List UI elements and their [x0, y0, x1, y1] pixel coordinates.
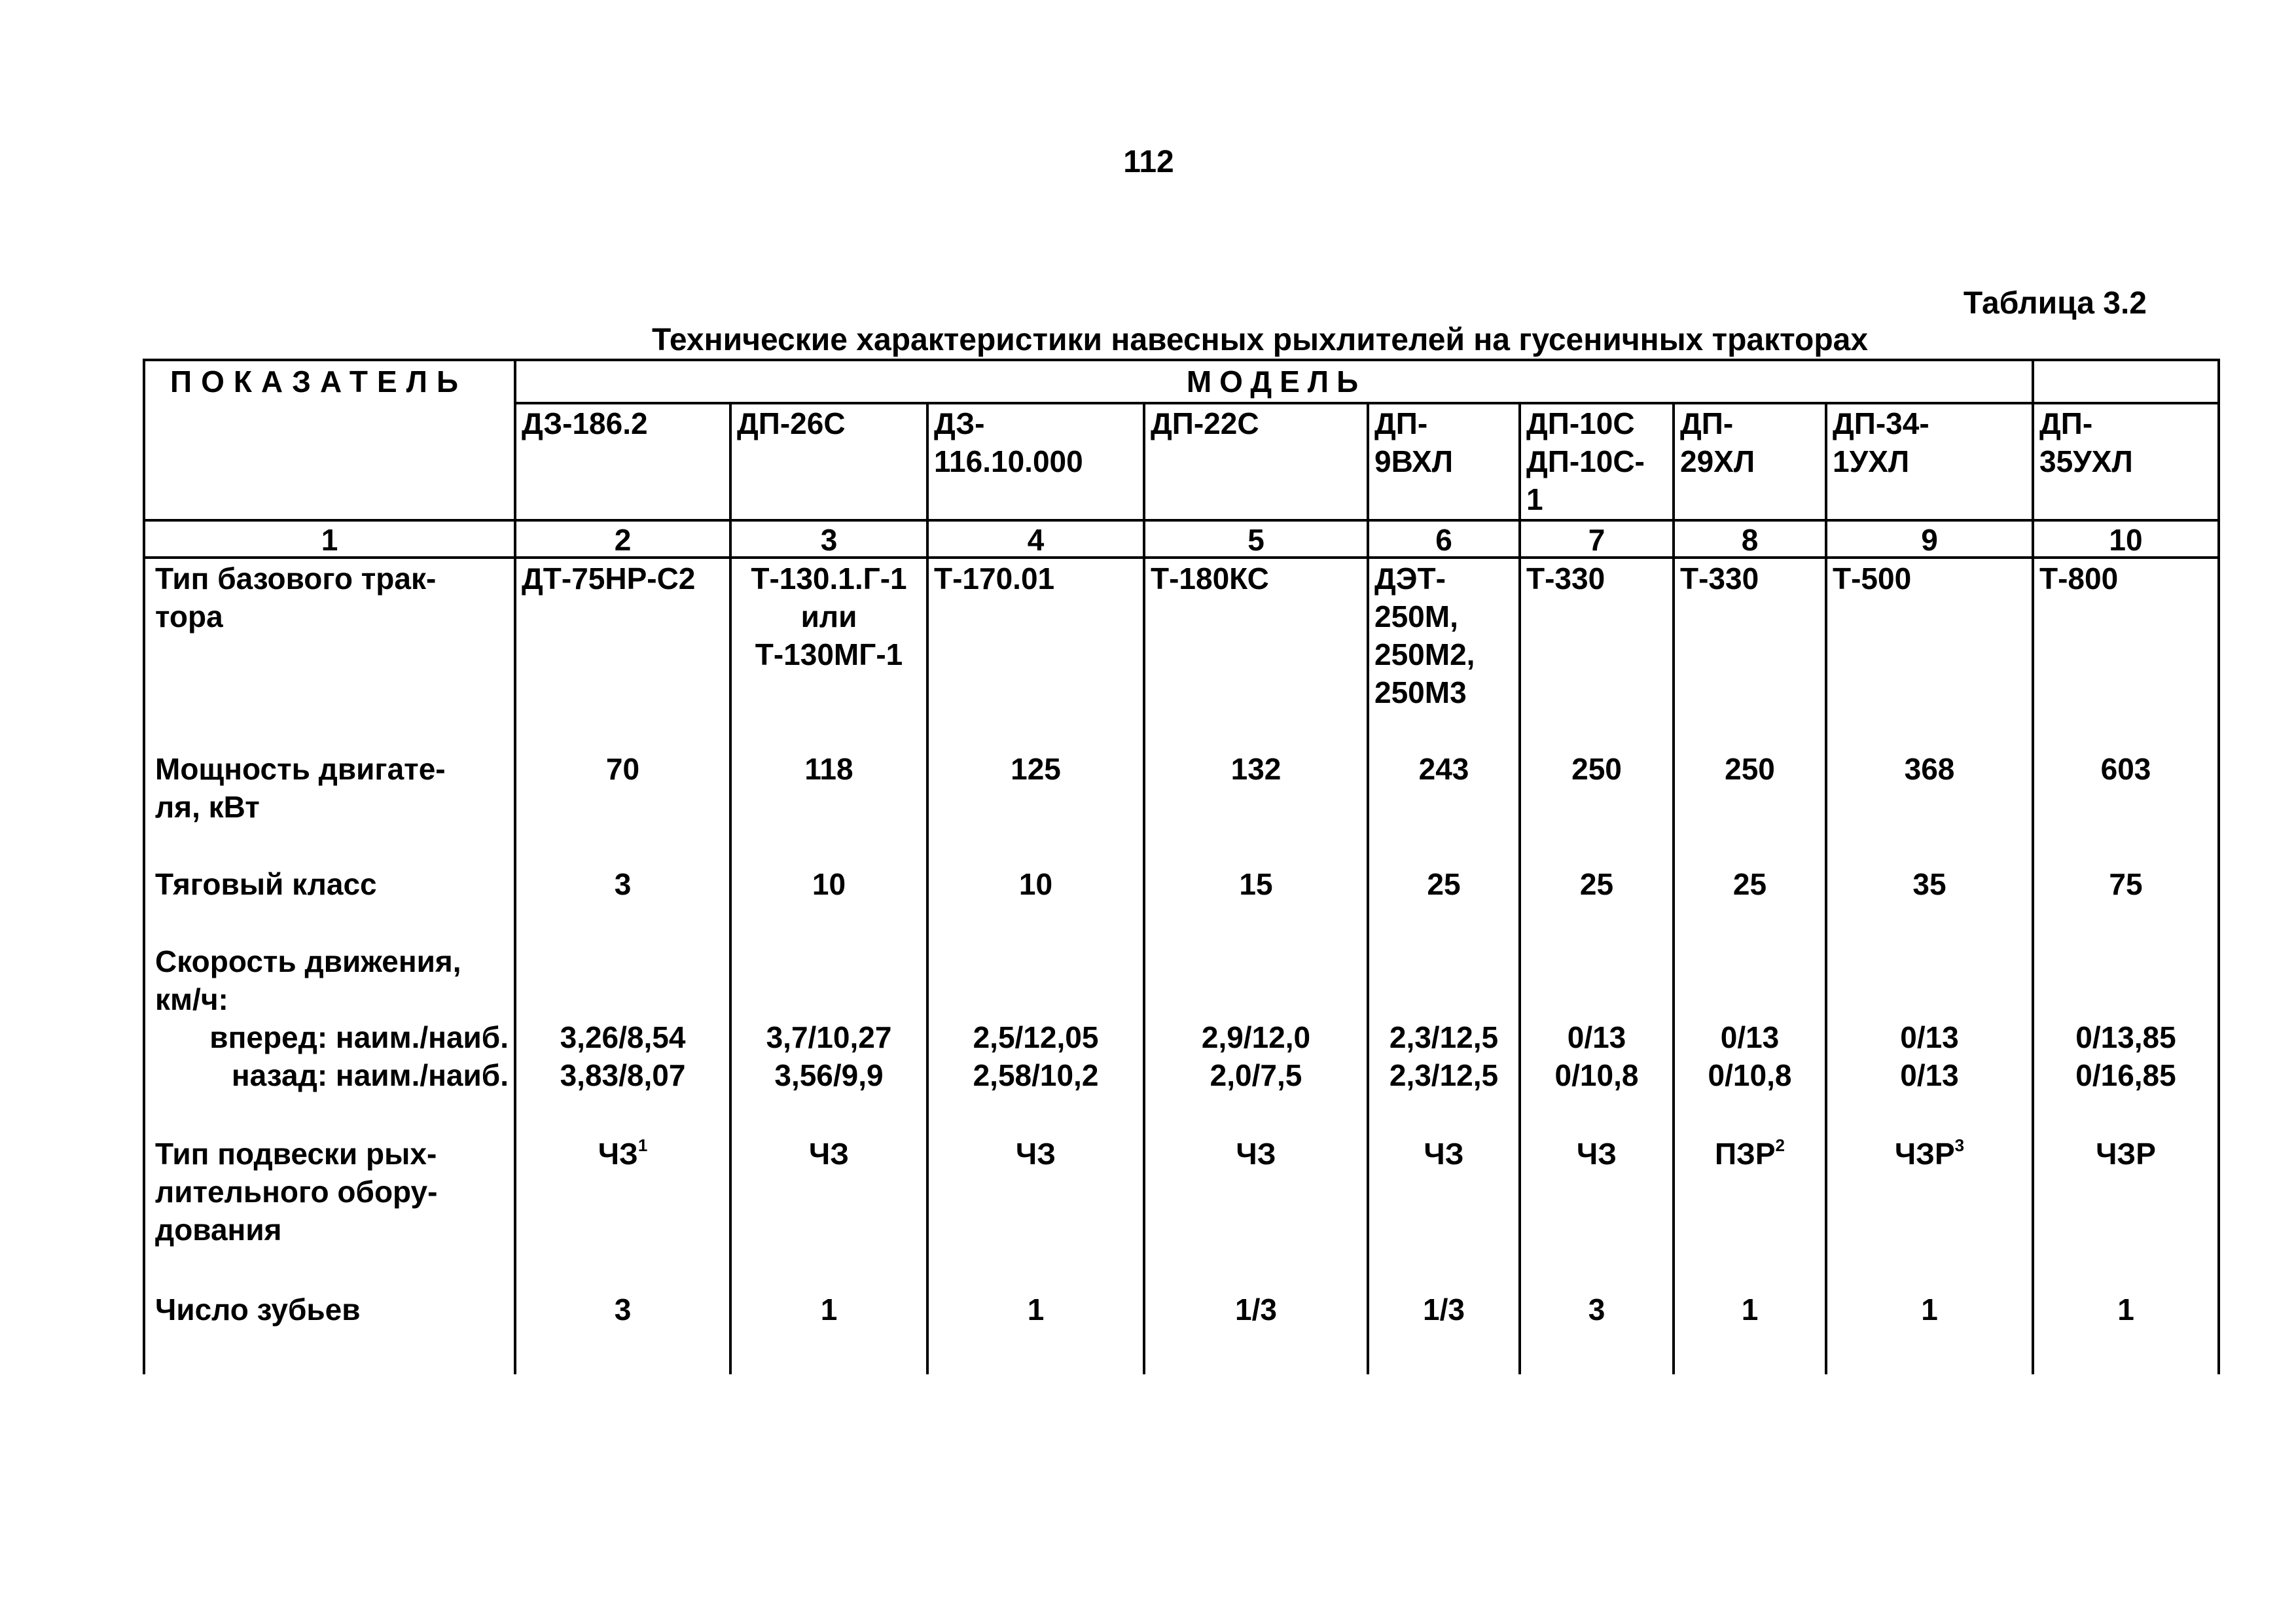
model-name: ДП- 9ВХЛ	[1374, 406, 1454, 478]
model-name: ДП-22С	[1151, 406, 1259, 440]
traction-value: 35	[1912, 867, 1946, 901]
speed-value: 2,9/12,0 2,0/7,5	[1201, 1020, 1311, 1092]
column-number: 3	[820, 523, 838, 557]
footnote-marker: 1	[637, 1135, 648, 1155]
teeth-value: 1	[1921, 1293, 1938, 1327]
power-value: 250	[1725, 752, 1775, 786]
row-label-teeth: Число зубьев	[155, 1293, 361, 1327]
column-number: 2	[614, 523, 632, 557]
model-name: ДП-10С ДП-10С- 1	[1526, 406, 1645, 516]
teeth-value: 1	[1741, 1293, 1759, 1327]
power-value: 125	[1011, 752, 1061, 786]
footnote-marker: 3	[1954, 1135, 1965, 1155]
tractor-value: Т-330	[1526, 562, 1605, 596]
row-label-traction: Тяговый класс	[155, 867, 377, 901]
suspension-value: ЧЗР$^3$	[1894, 1135, 1965, 1171]
teeth-value: 3	[614, 1293, 632, 1327]
page-number: 112	[1123, 145, 1174, 179]
speed-value: 0/13,85 0/16,85	[2075, 1020, 2176, 1092]
suspension-value: ЧЗ	[1424, 1137, 1464, 1171]
model-name: ДП- 35УХЛ	[2039, 406, 2133, 478]
speed-forward-label: вперед: наим./наиб.	[209, 1020, 509, 1054]
tractor-value: ДЭТ- 250М, 250М2, 250М3	[1374, 562, 1475, 709]
power-value: 70	[605, 752, 640, 786]
tractor-value: Т-170.01	[934, 562, 1055, 596]
power-value: 243	[1418, 752, 1469, 786]
teeth-value: 3	[1588, 1293, 1605, 1327]
speed-value: 0/13 0/10,8	[1708, 1020, 1792, 1092]
column-number: 10	[2109, 523, 2143, 557]
row-label-speed: Скорость движения, км/ч:	[155, 944, 461, 1016]
column-number: 7	[1588, 523, 1605, 557]
suspension-value: ЧЗ	[1576, 1137, 1617, 1171]
table-title: Технические характеристики навесных рыхлителей на гусеничных тракторах	[651, 323, 1869, 357]
tractor-value: ДТ-75НР-С2	[522, 562, 696, 596]
power-value: 132	[1230, 752, 1282, 786]
header-indicator: ПОКАЗАТЕЛЬ	[170, 365, 468, 399]
column-number: 6	[1435, 523, 1452, 557]
row-label-suspension: Тип подвески рых- лительного обору- дования	[155, 1137, 438, 1247]
power-value: 118	[804, 752, 853, 786]
model-name: ДЗ- 116.10.000	[934, 406, 1083, 478]
model-name: ДП-26С	[737, 406, 846, 440]
teeth-value: 1	[2117, 1293, 2134, 1327]
traction-value: 75	[2109, 867, 2143, 901]
teeth-value: 1/3	[1235, 1293, 1277, 1327]
speed-value: 0/13 0/10,8	[1554, 1020, 1639, 1092]
column-number: 9	[1921, 523, 1938, 557]
table-label: Таблица 3.2	[1963, 286, 2147, 321]
row-label-tractor: Тип базового трак- тора	[155, 562, 437, 633]
column-number: 4	[1027, 523, 1045, 557]
speed-value: 2,3/12,5 2,3/12,5	[1389, 1020, 1499, 1092]
model-name: ДЗ-186.2	[522, 406, 648, 440]
suspension-value: ЧЗ	[1015, 1137, 1056, 1171]
model-name: ДП- 29ХЛ	[1680, 406, 1755, 478]
traction-value: 10	[812, 867, 846, 901]
tractor-value: Т-130.1.Г-1 или Т-130МГ-1	[751, 562, 907, 671]
traction-value: 15	[1239, 867, 1273, 901]
tractor-value: Т-500	[1833, 562, 1912, 596]
speed-value: 3,26/8,54 3,83/8,07	[560, 1020, 686, 1092]
speed-value: 2,5/12,05 2,58/10,2	[973, 1020, 1099, 1092]
footnote-marker: 2	[1775, 1135, 1785, 1155]
tractor-value: Т-180КС	[1151, 562, 1269, 596]
column-number: 8	[1741, 523, 1759, 557]
power-value: 603	[2100, 752, 2151, 786]
teeth-value: 1/3	[1423, 1293, 1465, 1327]
suspension-value: ПЗР$^2$	[1714, 1135, 1785, 1171]
tractor-value: Т-800	[2039, 562, 2119, 596]
teeth-value: 1	[820, 1293, 838, 1327]
suspension-value: ЧЗР	[2096, 1137, 2156, 1171]
speed-value: 3,7/10,27 3,56/9,9	[766, 1020, 892, 1092]
power-value: 368	[1904, 752, 1955, 786]
teeth-value: 1	[1027, 1293, 1045, 1327]
row-label-power: Мощность двигате- ля, кВт	[155, 752, 446, 824]
traction-value: 3	[614, 867, 632, 901]
power-value: 250	[1571, 752, 1622, 786]
traction-value: 25	[1732, 867, 1767, 901]
model-name: ДП-34- 1УХЛ	[1833, 406, 1929, 478]
speed-reverse-label: назад: наим./наиб.	[231, 1058, 509, 1092]
suspension-value: $ЧЗ^1$	[598, 1135, 648, 1171]
tractor-value: Т-330	[1680, 562, 1759, 596]
traction-value: 25	[1579, 867, 1614, 901]
suspension-value: ЧЗ	[808, 1137, 850, 1171]
speed-value: 0/13 0/13	[1900, 1020, 1959, 1092]
header-model: МОДЕЛЬ	[1186, 365, 1367, 399]
traction-value: 25	[1427, 867, 1461, 901]
traction-value: 10	[1018, 867, 1053, 901]
column-number: 1	[321, 523, 338, 557]
column-number: 5	[1247, 523, 1265, 557]
suspension-value: ЧЗ	[1236, 1137, 1276, 1171]
